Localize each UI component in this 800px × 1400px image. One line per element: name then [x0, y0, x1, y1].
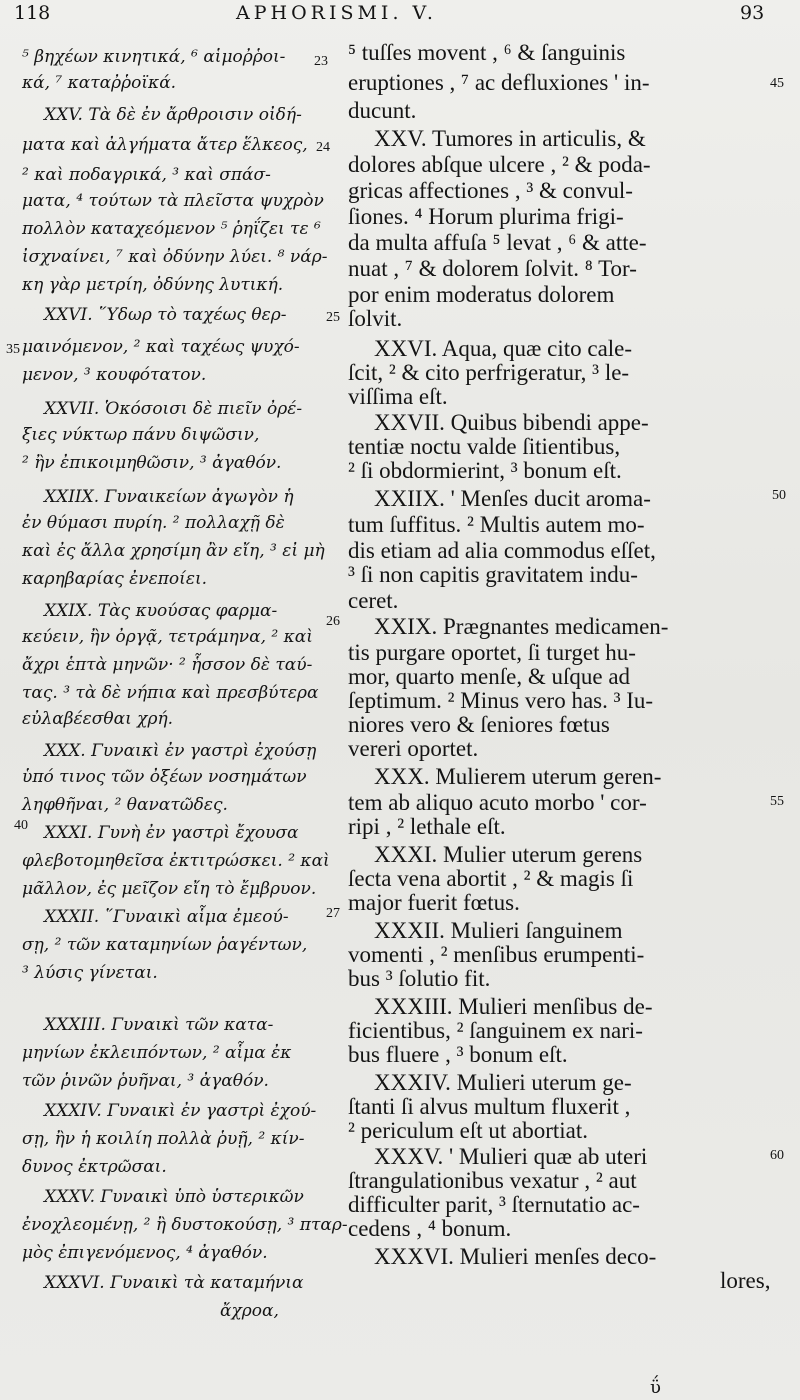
- latin-line: cedens , ⁴ bonum.: [348, 1216, 512, 1241]
- latin-line: ſeptimum. ² Minus vero has. ³ Iu-: [348, 688, 654, 713]
- page-number-left: 118: [14, 2, 51, 24]
- latin-line: niores vero & ſeniores fœtus: [348, 712, 610, 737]
- latin-line: ² periculum eſt ut abortiat.: [348, 1118, 589, 1143]
- greek-line: σῃ, ἢν ἡ κοιλίη πολλὰ ῥυῇ, ² κίν-: [22, 1129, 305, 1149]
- latin-line: gricas affectiones , ³ & convul-: [348, 178, 633, 203]
- latin-line: nuat , ⁷ & dolorem ſolvit. ⁸ Tor-: [348, 256, 637, 281]
- greek-line: XXVII. Ὁκόσοισι δὲ πιεῖν ὀρέ-: [44, 399, 303, 419]
- greek-line: κη γὰρ μετρίη, ὀδύνης λυτική.: [22, 275, 284, 295]
- margin-number: 27: [326, 906, 340, 921]
- greek-line: μενον, ³ κουφότατον.: [22, 365, 207, 385]
- greek-line: XXXIII. Γυναικὶ τῶν κατα-: [44, 1015, 274, 1035]
- latin-line: XXVI. Aqua, quæ cito cale-: [374, 336, 633, 361]
- latin-line: ſecta vena abortit , ² & magis ſi: [348, 866, 634, 891]
- latin-line: difficulter parit, ³ ſternutatio ac-: [348, 1192, 640, 1217]
- greek-line: ⁵ βηχέων κινητικά, ⁶ αἱμοῤῥοι-: [22, 47, 286, 67]
- latin-line: ſtanti ſi alvus multum fluxerit ,: [348, 1094, 631, 1119]
- latin-line: XXV. Tumores in articulis, &: [374, 126, 646, 151]
- latin-line: eruptiones , ⁷ ac defluxiones ' in-: [348, 70, 650, 95]
- latin-line: ⁵ tuſſes movent , ⁶ & ſanguinis: [348, 40, 626, 65]
- latin-line: XXXV. ' Mulieri quæ ab uteri: [374, 1144, 648, 1169]
- latin-line: XXXI. Mulier uterum gerens: [374, 842, 643, 867]
- greek-line: δυνος ἐκτρῶσαι.: [22, 1157, 167, 1177]
- latin-line: ſolvit.: [348, 306, 403, 331]
- greek-line: ξιες νύκτωρ πάνυ διψῶσιν,: [22, 425, 260, 445]
- greek-line: ὑπό τινος τῶν ὀξέων νοσημάτων: [22, 767, 307, 787]
- greek-line: XXVI. ῞Υδωρ τὸ ταχέως θερ-: [44, 305, 287, 325]
- latin-line: bus ³ ſolutio fit.: [348, 966, 491, 991]
- margin-number: 50: [772, 488, 786, 503]
- latin-line: ficientibus, ² ſanguinem ex nari-: [348, 1018, 643, 1043]
- latin-line: dolores abſque ulcere , ² & poda-: [348, 152, 651, 177]
- latin-line: lores,: [720, 1268, 771, 1293]
- greek-line: XXIIX. Γυναικείων ἀγωγὸν ἡ: [44, 487, 294, 507]
- greek-line: τας. ³ τὰ δὲ νήπια καὶ πρεσβύτερα: [22, 683, 319, 703]
- latin-line: XXIX. Prægnantes medicamen-: [374, 614, 669, 639]
- greek-line: ἄχροα,: [220, 1301, 279, 1321]
- latin-line: vereri oportet.: [348, 736, 479, 761]
- latin-line: viſſima eſt.: [348, 384, 448, 409]
- greek-line: κά, ⁷ καταῤῥοϊκά.: [22, 73, 177, 93]
- greek-line: μηνίων ἐκλειπόντων, ² αἷμα ἐκ: [22, 1043, 292, 1063]
- latin-line: ſcit, ² & cito perfrigeratur, ³ le-: [348, 360, 630, 385]
- latin-line: tis purgare oportet, ſi turget hu-: [348, 640, 636, 665]
- greek-line: ληφθῆναι, ² θανατῶδες.: [22, 795, 228, 815]
- margin-number: 24: [316, 140, 330, 155]
- greek-line: καὶ ἐς ἄλλα χρησίμη ἂν εἴη, ³ εἰ μὴ: [22, 541, 325, 561]
- greek-line: XXXII. ῞Γυναικὶ αἷμα ἐμεού-: [44, 907, 289, 927]
- greek-line: μᾶλλον, ἐς μεῖζον εἴη τὸ ἔμβρυον.: [22, 879, 317, 899]
- greek-line: κεύειν, ἢν ὀργᾷ, τετράμηνα, ² καὶ: [22, 627, 313, 647]
- greek-line: σῃ, ² τῶν καταμηνίων ῥαγέντων,: [22, 935, 308, 955]
- greek-line: πολλὸν καταχεόμενον ⁵ ῥηΐζει τε ⁶: [22, 219, 321, 239]
- latin-line: tentiæ noctu valde ſitientibus,: [348, 434, 621, 459]
- latin-line: XXVII. Quibus bibendi appe-: [374, 410, 649, 435]
- latin-line: XXXIV. Mulieri uterum ge-: [374, 1070, 632, 1095]
- greek-line: XXXVI. Γυναικὶ τὰ καταμήνια: [44, 1273, 304, 1293]
- running-header: [0, 0, 800, 28]
- greek-line: ἐνοχλεομένῃ, ² ἢ δυστοκούσῃ, ³ πταρ-: [22, 1215, 348, 1235]
- latin-line: tum ſuffitus. ² Multis autem mo-: [348, 512, 645, 537]
- latin-line: ſtrangulationibus vexatur , ² aut: [348, 1168, 637, 1193]
- margin-number: 40: [14, 818, 28, 833]
- greek-line: ματα, ⁴ τούτων τὰ πλεῖστα ψυχρὸν: [22, 191, 324, 211]
- margin-number: 25: [326, 310, 340, 325]
- margin-number: 26: [326, 614, 340, 629]
- latin-line: XXXVI. Mulieri menſes deco-: [374, 1244, 657, 1269]
- margin-number: 60: [770, 1148, 784, 1163]
- latin-line: da multa affuſa ⁵ levat , ⁶ & atte-: [348, 230, 647, 255]
- latin-line: dis etiam ad alia commodus eſſet,: [348, 538, 656, 563]
- latin-line: ducunt.: [348, 98, 417, 123]
- margin-number: 35: [6, 342, 20, 357]
- running-title: APHORISMI. V.: [236, 2, 437, 24]
- greek-line: XXIX. Τὰς κυούσας φαρμα-: [44, 601, 278, 621]
- latin-line: major fuerit fœtus.: [348, 890, 520, 915]
- margin-number: 23: [314, 54, 328, 69]
- latin-line: ceret.: [348, 588, 399, 613]
- page-number-right: 93: [740, 2, 765, 24]
- latin-line: bus fluere , ³ bonum eſt.: [348, 1042, 568, 1067]
- greek-line: XXX. Γυναικὶ ἐν γαστρὶ ἐχούσῃ: [44, 741, 317, 761]
- greek-line: μὸς ἐπιγενόμενος, ⁴ ἀγαθόν.: [22, 1243, 268, 1263]
- greek-line: ἰσχναίνει, ⁷ καὶ ὀδύνην λύει. ⁸ νάρ-: [22, 247, 328, 267]
- greek-line: μαινόμενον, ² καὶ ταχέως ψυχό-: [22, 337, 300, 357]
- latin-line: ſiones. ⁴ Horum plurima frigi-: [348, 204, 624, 229]
- greek-line: ἄχρι ἑπτὰ μηνῶν· ² ἧσσον δὲ ταύ-: [22, 655, 313, 675]
- latin-line: XXXIII. Mulieri menſibus de-: [374, 994, 653, 1019]
- margin-number: 55: [770, 794, 784, 809]
- greek-line: ² ἢν ἐπικοιμηθῶσιν, ³ ἀγαθόν.: [22, 453, 282, 473]
- greek-line: ματα καὶ ἀλγήματα ἄτερ ἕλκεος,: [22, 135, 308, 155]
- greek-line: XXXI. Γυνὴ ἐν γαστρὶ ἔχουσα: [44, 823, 299, 843]
- latin-line: vomenti , ² menſibus erumpenti-: [348, 942, 645, 967]
- latin-line: ripi , ² lethale eſt.: [348, 814, 506, 839]
- catchword-mark: ΰ: [650, 1377, 661, 1398]
- greek-line: ² καὶ ποδαγρικά, ³ καὶ σπάσ-: [22, 165, 271, 185]
- greek-line: τῶν ῥινῶν ῥυῆναι, ³ ἀγαθόν.: [22, 1071, 269, 1091]
- greek-line: ἐν θύμασι πυρίη. ² πολλαχῇ δὲ: [22, 513, 285, 533]
- greek-line: XXXIV. Γυναικὶ ἐν γαστρὶ ἐχού-: [44, 1101, 317, 1121]
- latin-line: mor, quarto menſe, & uſque ad: [348, 664, 631, 689]
- latin-line: XXX. Mulierem uterum geren-: [374, 764, 662, 789]
- greek-line: φλεβοτομηθεῖσα ἐκτιτρώσκει. ² καὶ: [22, 851, 330, 871]
- latin-line: por enim moderatus dolorem: [348, 282, 615, 307]
- greek-line: XXXV. Γυναικὶ ὑπὸ ὑστερικῶν: [44, 1187, 304, 1207]
- latin-line: ² ſi obdormierint, ³ bonum eſt.: [348, 458, 622, 483]
- latin-line: XXIIX. ' Menſes ducit aroma-: [374, 486, 651, 511]
- latin-line: tem ab aliquo acuto morbo ' cor-: [348, 790, 647, 815]
- greek-line: καρηβαρίας ἐνεποίει.: [22, 569, 208, 589]
- greek-line: ³ λύσις γίνεται.: [22, 963, 158, 983]
- greek-line: εὐλαβέεσθαι χρή.: [22, 709, 174, 729]
- greek-line: XXV. Τὰ δὲ ἐν ἄρθροισιν οἰδή-: [44, 105, 302, 125]
- margin-number: 45: [770, 76, 784, 91]
- latin-line: XXXII. Mulieri ſanguinem: [374, 918, 623, 943]
- latin-line: ³ ſi non capitis gravitatem indu-: [348, 562, 638, 587]
